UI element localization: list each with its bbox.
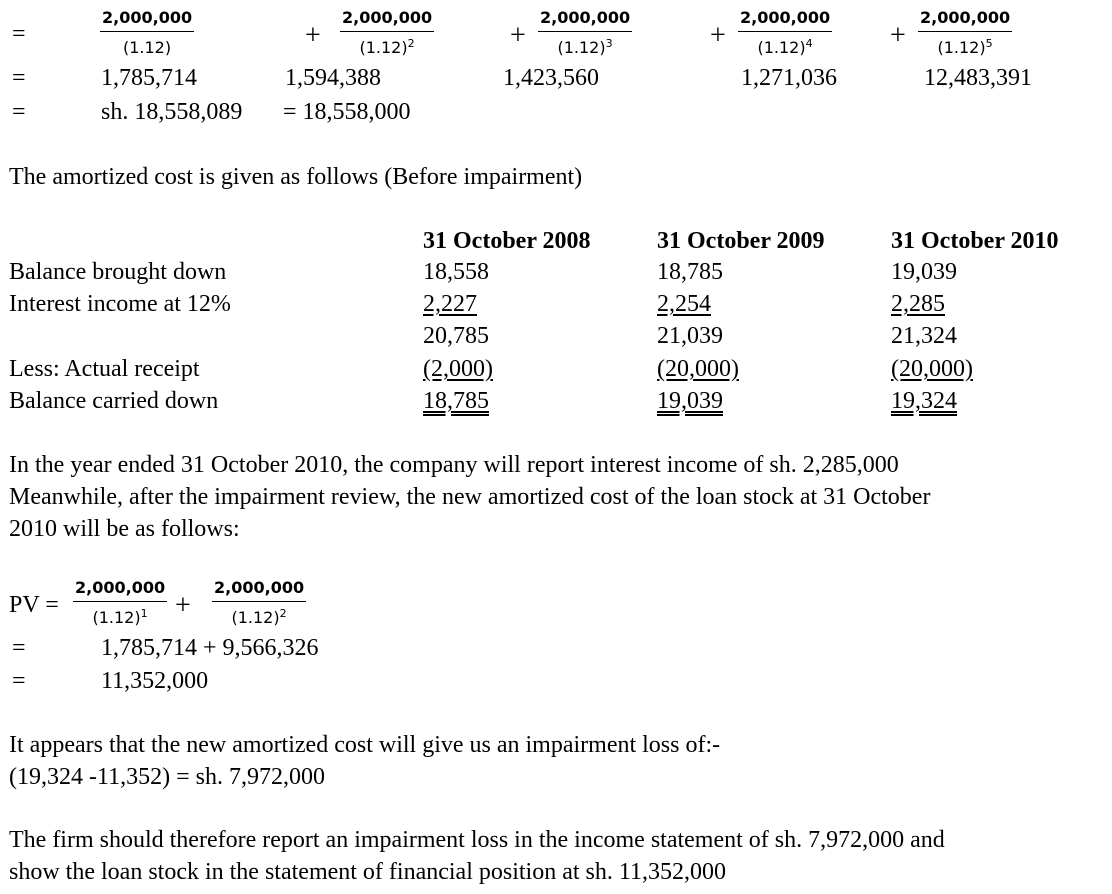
denominator: $(1.12)^2$ <box>359 37 415 57</box>
equals-sign: = <box>12 21 26 47</box>
paragraph-line: It appears that the new amortized cost will give us an impairment loss of:- <box>9 732 721 758</box>
term-value-1: 1,785,714 <box>101 65 197 91</box>
plus-sign: + <box>890 20 906 51</box>
pv-fraction-2 <box>212 578 306 627</box>
denominator: $(1.12)^2$ <box>231 607 287 627</box>
denominator: (1.12) <box>122 38 172 57</box>
numerator: 2,000,000 <box>740 8 831 27</box>
table-cell: 21,039 <box>657 323 723 349</box>
equals-sign: = <box>12 99 26 125</box>
pv-result: 11,352,000 <box>101 668 209 694</box>
denominator: $(1.12)^5$ <box>937 37 993 57</box>
denominator: $(1.12)^4$ <box>757 37 813 57</box>
row-label: Balance carried down <box>9 388 219 414</box>
fraction-term-3 <box>538 8 632 57</box>
table-cell: 18,785 <box>657 259 723 285</box>
equals-sign: = <box>12 65 26 91</box>
table-cell: 2,254 <box>657 291 711 317</box>
plus-sign: + <box>305 20 321 51</box>
numerator: 2,000,000 <box>75 578 166 597</box>
pv-sum: 1,785,714 + 9,566,326 <box>101 635 319 661</box>
column-header: 31 October 2009 <box>657 228 825 254</box>
table-cell: 18,785 <box>423 388 489 414</box>
fraction-term-2 <box>340 8 434 57</box>
pv-fraction-1 <box>73 578 167 627</box>
table-cell: 2,285 <box>891 291 945 317</box>
impairment-calc: (19,324 -11,352) = sh. 7,972,000 <box>9 764 325 790</box>
table-cell: 19,039 <box>891 259 957 285</box>
term-value-2: 1,594,388 <box>285 65 381 91</box>
row-label: Balance brought down <box>9 259 227 285</box>
rounded-total: = 18,558,000 <box>283 99 411 125</box>
equals-sign: = <box>12 668 26 694</box>
term-value-4: 1,271,036 <box>741 65 837 91</box>
total-value: sh. 18,558,089 <box>101 99 243 125</box>
fraction-term-1 <box>100 8 194 57</box>
numerator: 2,000,000 <box>342 8 433 27</box>
plus-sign: + <box>175 590 191 621</box>
amortized-intro: The amortized cost is given as follows (Before impairment) <box>9 164 583 190</box>
table-cell: 19,324 <box>891 388 957 414</box>
numerator: 2,000,000 <box>214 578 305 597</box>
paragraph-line: In the year ended 31 October 2010, the company will report interest income of sh. 2,285,000 <box>9 452 899 478</box>
row-label: Less: Actual receipt <box>9 356 200 382</box>
plus-sign: + <box>510 20 526 51</box>
table-cell: 21,324 <box>891 323 957 349</box>
table-cell: 18,558 <box>423 259 489 285</box>
term-value-3: 1,423,560 <box>503 65 599 91</box>
plus-sign: + <box>710 20 726 51</box>
paragraph-line: show the loan stock in the statement of financial position at sh. 11,352,000 <box>9 859 726 885</box>
table-cell: (20,000) <box>891 356 973 382</box>
column-header: 31 October 2010 <box>891 228 1059 254</box>
term-value-5: 12,483,391 <box>924 65 1032 91</box>
fraction-term-5 <box>918 8 1012 57</box>
fraction-term-4 <box>738 8 832 57</box>
paragraph-line: Meanwhile, after the impairment review, the new amortized cost of the loan stock at 31 October <box>9 484 931 510</box>
equals-sign: = <box>12 635 26 661</box>
column-header: 31 October 2008 <box>423 228 591 254</box>
table-cell: (2,000) <box>423 356 493 382</box>
denominator: $(1.12)^1$ <box>92 607 148 627</box>
table-cell: 19,039 <box>657 388 723 414</box>
numerator: 2,000,000 <box>920 8 1011 27</box>
paragraph-line: The firm should therefore report an impairment loss in the income statement of sh. 7,972,000 and <box>9 827 945 853</box>
denominator: $(1.12)^3$ <box>557 37 613 57</box>
numerator: 2,000,000 <box>540 8 631 27</box>
table-cell: (20,000) <box>657 356 739 382</box>
pv-label: PV = <box>9 592 59 618</box>
numerator: 2,000,000 <box>102 8 193 27</box>
table-cell: 20,785 <box>423 323 489 349</box>
table-cell: 2,227 <box>423 291 477 317</box>
row-label: Interest income at 12% <box>9 291 231 317</box>
paragraph-line: 2010 will be as follows: <box>9 516 240 542</box>
